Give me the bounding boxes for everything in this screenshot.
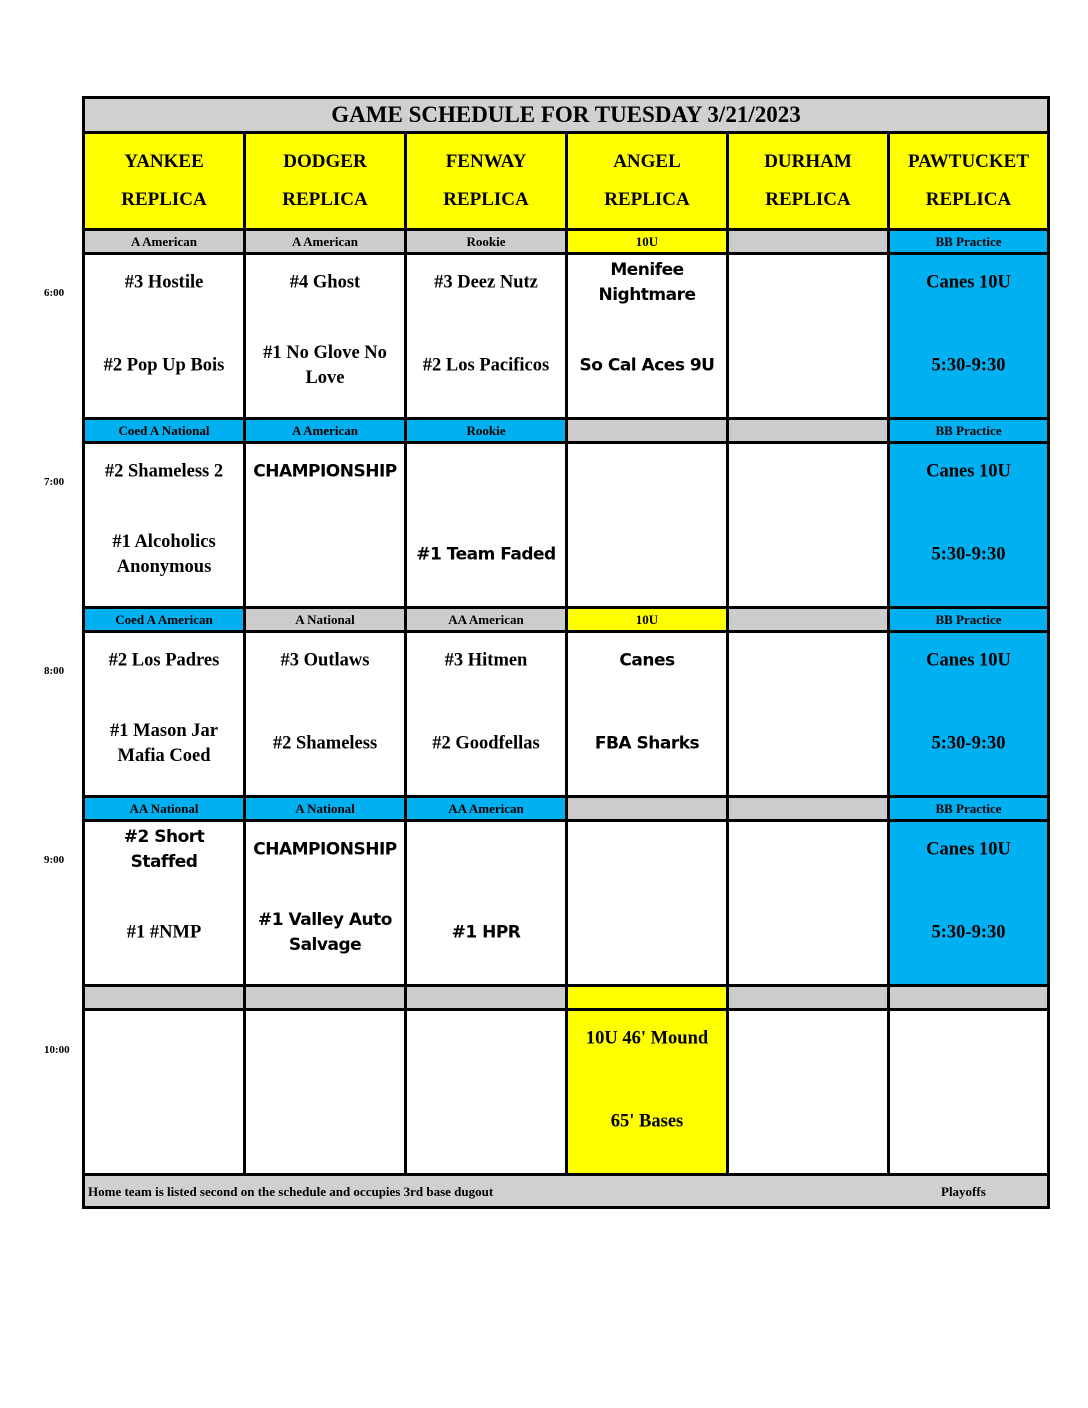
home-team: #2 Goodfellas [432,733,540,754]
mound-note: 10U 46' Mound [585,1028,709,1049]
game-cell [407,1011,568,1173]
field-name: PAWTUCKET [907,151,1030,172]
field-name: YANKEE [124,151,204,172]
home-team: 5:30-9:30 [931,544,1006,565]
field-header-fenway [407,134,568,228]
away-team: #4 Ghost [289,272,361,293]
game-cell [407,255,568,417]
field-sub: REPLICA [443,189,529,210]
field-sub: REPLICA [925,189,1012,210]
division-cell: BB Practice [890,231,1047,252]
game-row [85,822,1047,987]
division-cell: AA National [85,798,246,819]
bases-note: 65' Bases [610,1111,684,1132]
home-team: So Cal Aces 9U [579,355,715,376]
game-cell [246,255,407,417]
field-header-pawtucket [890,134,1047,228]
game-cell [85,444,246,606]
game-cell [890,633,1047,795]
game-cell [246,1011,407,1173]
field-header-row [85,134,1047,231]
away-team: #2 Los Padres [108,650,220,671]
away-team: Canes 10U [926,839,1011,860]
division-cell: Rookie [407,420,568,441]
game-cell [729,822,890,984]
home-team: #1 Team Faded [416,544,556,565]
game-cell [729,255,890,417]
field-name: ANGEL [613,151,681,172]
game-row [85,1011,1047,1176]
game-cell [85,255,246,417]
game-cell [729,444,890,606]
division-cell: 10U [568,231,729,252]
field-sub: REPLICA [604,189,690,210]
game-cell [407,444,568,606]
field-name: FENWAY [445,151,527,172]
schedule-title: GAME SCHEDULE FOR TUESDAY 3/21/2023 [85,99,1047,134]
away-team: #2 Shameless 2 [104,461,224,482]
field-header-dodger [246,134,407,228]
division-cell: A National [246,609,407,630]
away-team: #3 Hostile [124,272,204,293]
division-cell: Rookie [407,231,568,252]
division-cell [568,420,729,441]
time-label-9: 9:00 [44,854,65,866]
home-team: 5:30-9:30 [931,355,1006,376]
game-cell [890,444,1047,606]
field-sub: REPLICA [121,189,207,210]
championship-label: CHAMPIONSHIP [253,839,397,860]
footer-row [85,1176,1047,1206]
away-team: Canes [619,650,675,671]
division-cell: Coed A National [85,420,246,441]
division-cell [729,798,890,819]
game-cell [246,633,407,795]
championship-label: CHAMPIONSHIP [253,461,397,482]
field-sub: REPLICA [765,189,851,210]
division-cell [246,987,407,1008]
game-cell [246,822,407,984]
division-cell [890,987,1047,1008]
home-team-note: Home team is listed second on the schedule and occupies 3rd base dugout [88,1184,494,1199]
division-cell: A National [246,798,407,819]
home-team: #1 Mason Jar Mafia Coed [110,721,218,766]
game-cell [407,633,568,795]
home-team: #2 Los Pacificos [422,355,550,376]
time-label-10: 10:00 [44,1044,70,1056]
division-cell [729,987,890,1008]
home-team: #2 Pop Up Bois [103,355,225,376]
away-team: Canes 10U [926,272,1011,293]
field-name: DODGER [283,151,367,172]
home-team: #1 Valley Auto Salvage [258,910,392,955]
division-cell [568,987,729,1008]
game-cell [568,822,729,984]
game-cell [729,633,890,795]
time-label-7: 7:00 [44,476,65,488]
division-cell: BB Practice [890,798,1047,819]
field-header-angel [568,134,729,228]
division-row [85,987,1047,1011]
home-team: 5:30-9:30 [931,922,1006,943]
away-team: #3 Deez Nutz [434,272,538,293]
game-cell [729,1011,890,1173]
playoffs-label: Playoffs [941,1184,986,1199]
division-cell [729,231,890,252]
time-label-6: 6:00 [44,287,65,299]
division-row [85,798,1047,822]
game-row [85,444,1047,609]
division-cell: BB Practice [890,420,1047,441]
game-cell [246,444,407,606]
division-row [85,609,1047,633]
home-team: #1 HPR [451,922,521,943]
away-team: #2 Short Staffed [123,827,205,872]
game-row [85,255,1047,420]
away-team: Menifee Nightmare [598,260,696,305]
game-cell [85,1011,246,1173]
division-cell [729,609,890,630]
home-team: #2 Shameless [272,733,378,754]
division-row [85,231,1047,255]
home-team: 5:30-9:30 [931,733,1006,754]
schedule-table [82,96,1050,1209]
field-header-durham [729,134,890,228]
game-cell [890,255,1047,417]
away-team: #3 Outlaws [280,650,370,671]
game-cell [568,633,729,795]
division-cell: A American [85,231,246,252]
field-header-yankee [85,134,246,228]
game-row [85,633,1047,798]
home-team: FBA Sharks [594,733,700,754]
division-cell [407,987,568,1008]
division-cell [85,987,246,1008]
away-team: #3 Hitmen [444,650,528,671]
home-team: #1 Alcoholics Anonymous [112,532,216,577]
home-team: #1 #NMP [126,922,202,943]
away-team: Canes 10U [926,650,1011,671]
field-sub: REPLICA [282,189,368,210]
division-cell [568,798,729,819]
game-cell [85,633,246,795]
field-name: DURHAM [764,151,852,172]
time-label-8: 8:00 [44,665,65,677]
division-cell: Coed A American [85,609,246,630]
game-cell [568,255,729,417]
division-cell: AA American [407,798,568,819]
game-cell [890,1011,1047,1173]
division-cell: A American [246,231,407,252]
home-team: #1 No Glove No Love [263,343,387,388]
game-cell [890,822,1047,984]
division-cell: A American [246,420,407,441]
division-row [85,420,1047,444]
game-cell [407,822,568,984]
game-cell [568,1011,729,1173]
game-cell [85,822,246,984]
division-cell [729,420,890,441]
game-cell [568,444,729,606]
division-cell: 10U [568,609,729,630]
division-cell: AA American [407,609,568,630]
away-team: Canes 10U [926,461,1011,482]
division-cell: BB Practice [890,609,1047,630]
